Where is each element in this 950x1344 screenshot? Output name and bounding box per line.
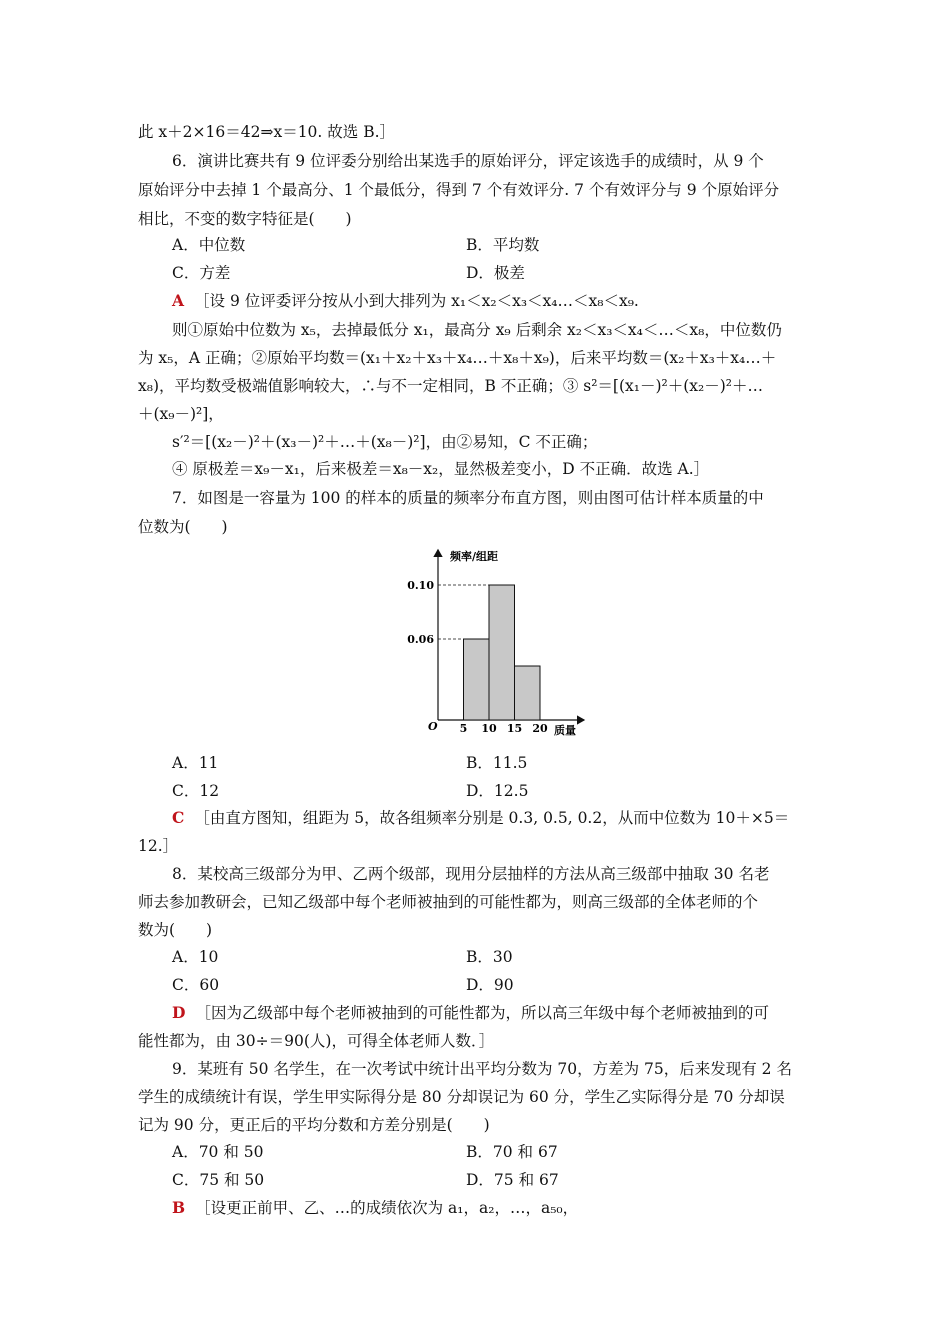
histogram-bar <box>489 585 515 720</box>
option-c: C．75 和 50 <box>172 1171 265 1189</box>
y-axis-label: 频率/组距 <box>450 550 499 563</box>
option-d: D．90 <box>466 976 514 994</box>
option-c: C．60 <box>172 976 220 994</box>
text-line: s′²＝[(x₂－)²＋(x₃－)²＋…＋(x₈－)²]，由②易知，C 不正确； <box>172 433 598 451</box>
text-line: 学生的成绩统计有误，学生甲实际得分是 80 分却误记为 60 分，学生乙实际得分是 70 分却误 <box>138 1088 785 1106</box>
option-d: D．75 和 67 <box>466 1171 559 1189</box>
option-a: A．中位数 <box>172 236 246 254</box>
answer-letter: D <box>172 1003 186 1022</box>
x-tick-label: 5 <box>459 722 468 735</box>
x-tick-label: 20 <box>532 722 548 735</box>
text-line: ④ 原极差＝x₉－x₁，后来极差＝x₈－x₂，显然极差变小，D 不正确．故选 A.］ <box>172 460 710 478</box>
y-tick-label: 0.06 <box>407 633 434 646</box>
text-line: 则①原始中位数为 x₅，去掉最低分 x₁，最高分 x₉ 后剩余 x₂＜x₃＜x₄＜…＜x₈，中位数仍 <box>172 321 782 339</box>
solution-7: C ［由直方图知，组距为 5，故各组频率分别是 0.3, 0.5, 0.2，从而中位数为 10＋×5＝ <box>172 808 790 827</box>
option-c: C．方差 <box>172 264 231 282</box>
option-b: B．平均数 <box>466 236 540 254</box>
x-tick-label: 15 <box>506 722 523 735</box>
question-6: 6．演讲比赛共有 9 位评委分别给出某选手的原始评分，评定该选手的成绩时，从 9 个 <box>172 152 764 170</box>
x-tick-label: 10 <box>481 722 497 735</box>
question-7: 7．如图是一容量为 100 的样本的质量的频率分布直方图，则由图可估计样本质量的中 <box>172 489 764 507</box>
answer-letter: A <box>172 291 185 310</box>
text-line: ＋(x₉－)²]， <box>138 405 224 423</box>
histogram-bar <box>515 666 541 720</box>
solution-6: A ［设 9 位评委评分按从小到大排列为 x₁＜x₂＜x₃＜x₄…＜x₈＜x₉. <box>172 291 639 310</box>
option-c: C．12 <box>172 782 220 800</box>
option-b: B．11.5 <box>466 754 528 772</box>
text-line: 能性都为，由 30÷＝90(人)，可得全体老师人数．］ <box>138 1032 495 1050</box>
option-d: D．极差 <box>466 264 525 282</box>
option-b: B．30 <box>466 948 513 966</box>
text-line: 原始评分中去掉 1 个最高分、1 个最低分，得到 7 个有效评分. 7 个有效评分与 9 个原始评分 <box>138 181 780 199</box>
text-line: 12.］ <box>138 837 179 855</box>
origin-label: O <box>428 720 438 733</box>
text-line: x₈)，平均数受极端值影响较大，∴与不一定相同，B 不正确；③ s²＝[(x₁－)²＋(x₂－)²＋… <box>138 377 763 395</box>
option-a: A．70 和 50 <box>172 1143 264 1161</box>
histogram-chart <box>398 544 598 744</box>
solution-8: D ［因为乙级部中每个老师被抽到的可能性都为，所以高三年级中每个老师被抽到的可 <box>172 1003 769 1022</box>
x-axis-label: 质量 <box>554 724 576 737</box>
histogram-bar <box>464 639 490 720</box>
answer-letter: B <box>172 1198 186 1217</box>
text-line: 为 x₅，A 正确；②原始平均数＝(x₁＋x₂＋x₃＋x₄…＋x₈＋x₉)，后来平均数＝(x₂＋x₃＋x₄…＋ <box>138 349 777 367</box>
text-line: 数为( ) <box>138 921 213 939</box>
answer-letter: C <box>172 808 185 827</box>
text-line: 此 x＋2×16＝42⇒x＝10. 故选 B.］ <box>138 123 396 141</box>
text-line: 相比，不变的数字特征是( ) <box>138 210 352 228</box>
text-line: 记为 90 分，更正后的平均分数和方差分别是( ) <box>138 1116 490 1134</box>
question-9: 9．某班有 50 名学生，在一次考试中统计出平均分数为 70，方差为 75，后来发现有 2 名 <box>172 1060 792 1078</box>
option-b: B．70 和 67 <box>466 1143 558 1161</box>
question-8: 8．某校高三级部分为甲、乙两个级部，现用分层抽样的方法从高三级部中抽取 30 名老 <box>172 865 770 883</box>
option-a: A．11 <box>172 754 219 772</box>
text-line: 师去参加教研会，已知乙级部中每个老师被抽到的可能性都为，则高三级部的全体老师的个 <box>138 893 759 911</box>
text-line: 位数为( ) <box>138 518 228 536</box>
solution-9: B ［设更正前甲、乙、…的成绩依次为 a₁，a₂，…，a₅₀， <box>172 1198 579 1217</box>
option-a: A．10 <box>172 948 219 966</box>
y-tick-label: 0.10 <box>407 579 434 592</box>
option-d: D．12.5 <box>466 782 529 800</box>
